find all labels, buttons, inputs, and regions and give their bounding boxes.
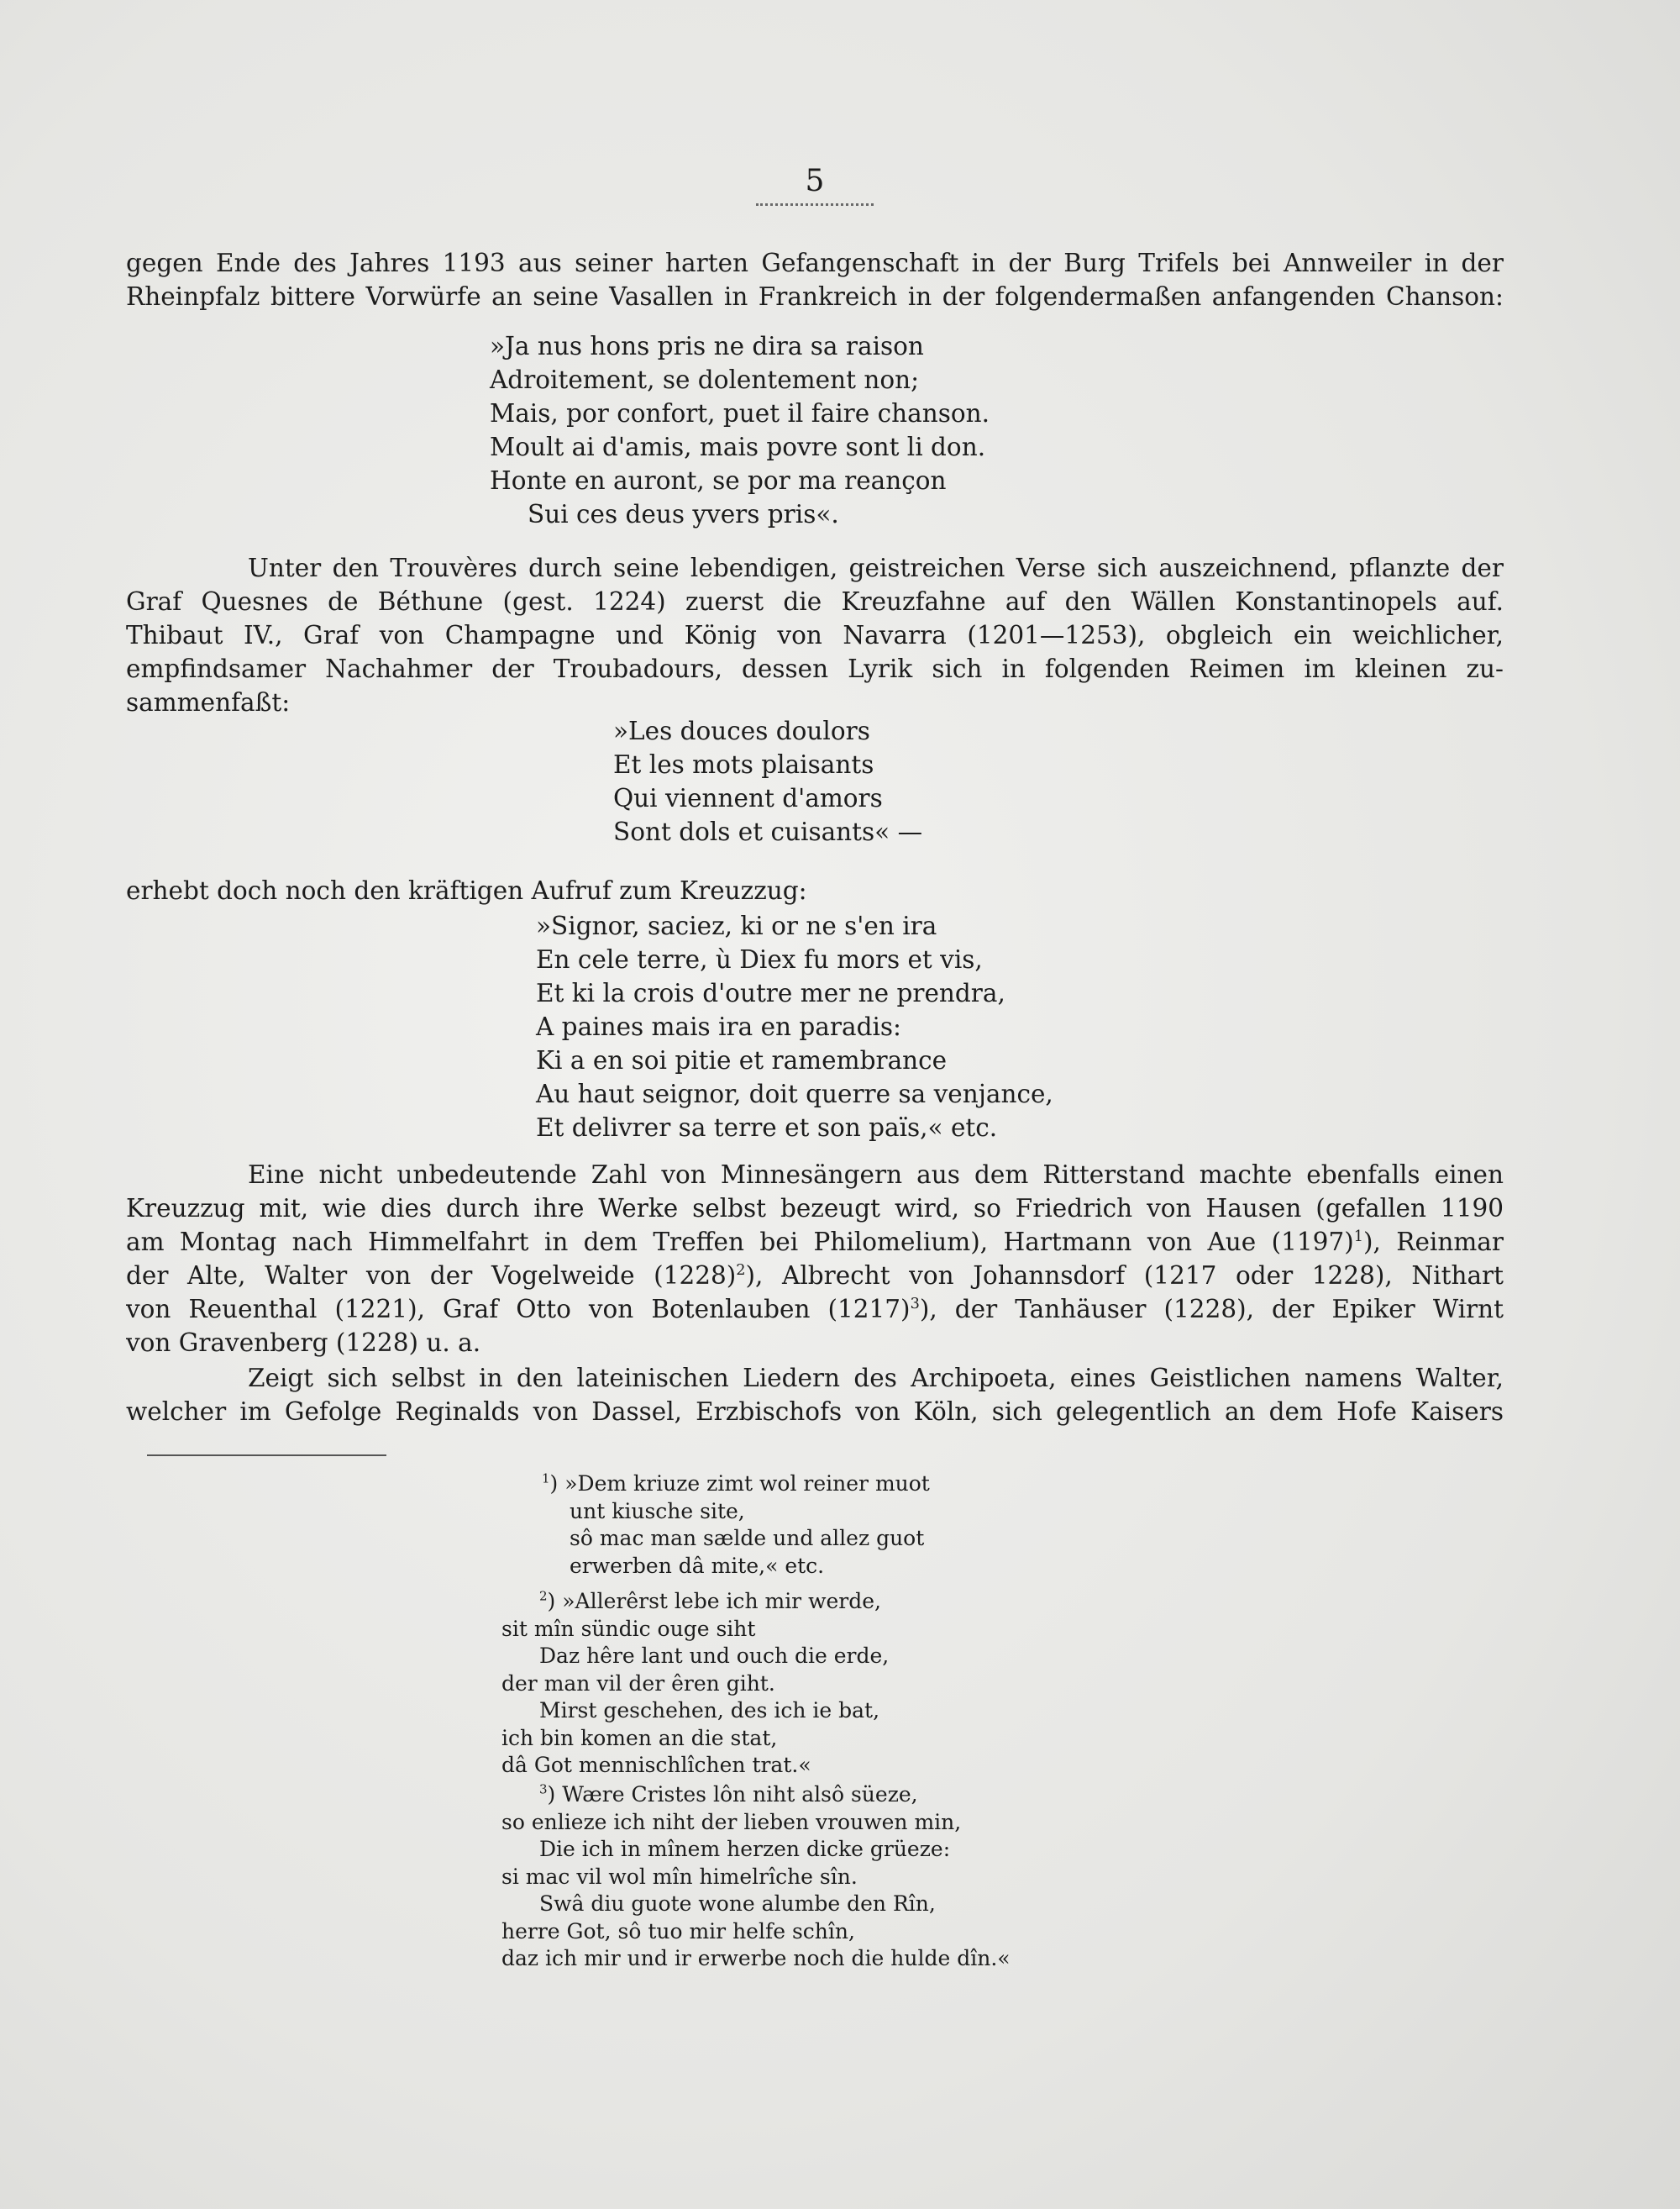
text-line: Eine nicht unbedeutende Zahl von Minnesängern aus dem Ritterstand machte ebenfalls einen: [248, 1160, 1504, 1189]
verse-line: Moult ai d'amis, mais povre sont li don.: [490, 433, 986, 461]
text-line: sammenfaßt:: [126, 688, 291, 717]
footnote-line: sô mac man sælde und allez guot: [570, 1526, 925, 1550]
footnote-line: Swâ diu guote wone alumbe den Rîn,: [539, 1891, 936, 1916]
verse-line: Et les mots plaisants: [613, 750, 874, 779]
text-line: Thibaut IV., Graf von Champagne und König von Navarra (1201—1253), obgleich ein weichlicher,: [126, 621, 1504, 650]
footnote-marker: 2: [539, 1588, 548, 1604]
text-line: erhebt doch noch den kräftigen Aufruf zum Kreuzzug:: [126, 876, 807, 905]
verse-line: Ki a en soi pitie et ramembrance: [536, 1046, 948, 1075]
text-segment: am Montag nach Himmelfahrt in dem Treffen bei Philomelium), Hartmann von Aue (1197): [126, 1228, 1354, 1256]
text-line: Kreuzzug mit, wie dies durch ihre Werke selbst bezeugt wird, so Friedrich von Hausen (gefallen 1190: [126, 1194, 1504, 1223]
paragraph-4: [126, 1158, 1504, 1360]
text-line: Graf Quesnes de Béthune (gest. 1224) zuerst die Kreuzfahne auf den Wällen Konstantinopels auf.: [126, 587, 1504, 616]
footnote-ref: 3: [910, 1296, 920, 1313]
verse-line: Sont dols et cuisants« —: [613, 818, 923, 846]
footnote-line: si mac vil wol mîn himelrîche sîn.: [501, 1864, 858, 1889]
text-segment: von Reuenthal (1221), Graf Otto von Botenlauben (1217): [126, 1295, 911, 1323]
verse-line: Adroitement, se dolentement non;: [490, 366, 920, 394]
footnote-line: Mirst geschehen, des ich ie bat,: [539, 1698, 880, 1722]
verse-line: Mais, por confort, puet il faire chanson.: [490, 399, 990, 428]
paragraph-1: [126, 246, 1504, 313]
text-segment: ), Reinmar: [1362, 1228, 1504, 1256]
footnote-line: erwerben dâ mite,« etc.: [570, 1553, 825, 1578]
text-line: [126, 1292, 1504, 1326]
text-line: Unter den Trouvères durch seine lebendigen, geistreichen Verse sich auszeichnend, pflanzte der: [248, 554, 1504, 582]
text-line: Zeigt sich selbst in den lateinischen Liedern des Archipoeta, eines Geistlichen namens Walter,: [248, 1364, 1504, 1392]
paragraph-5: [126, 1361, 1504, 1428]
verse-crusade-call: [536, 909, 1053, 1144]
footnote-2: [501, 1588, 889, 1780]
page-number: 5: [805, 164, 825, 198]
paragraph-3: [126, 874, 1504, 907]
verse-line: »Les douces doulors: [613, 717, 870, 745]
text-line: empfindsamer Nachahmer der Troubadours, dessen Lyrik sich in folgenden Reimen im kleinen zu-: [126, 655, 1504, 683]
verse-chanson: [490, 329, 990, 531]
verse-line: Honte en auront, se por ma reançon: [490, 466, 947, 495]
text-line: von Gravenberg (1228) u. a.: [126, 1328, 481, 1357]
footnote-line: herre Got, sô tuo mir helfe schîn,: [501, 1918, 855, 1943]
verse-line: En cele terre, ù Diex fu mors et vis,: [536, 945, 983, 974]
verse-thibaut: [613, 714, 922, 849]
paragraph-2: [126, 551, 1504, 719]
footnote-1: [542, 1470, 930, 1580]
verse-line: »Signor, saciez, ki or ne s'en ira: [536, 912, 937, 940]
footnote-line: sit mîn sündic ouge siht: [501, 1616, 756, 1641]
text-line: [126, 1259, 1504, 1292]
text-line: welcher im Gefolge Reginalds von Dassel, Erzbischofs von Köln, sich gelegentlich an dem Hofe Kaisers: [126, 1397, 1504, 1426]
footnote-line: ich bin komen an die stat,: [501, 1725, 778, 1750]
footnote-line: $^3$) Wære Cristes lôn niht alsô süeze,: [539, 1781, 918, 1807]
footnote-line: $^1$) »Dem kriuze zimt wol reiner muot: [542, 1470, 930, 1496]
verse-line: Au haut seignor, doit querre sa venjance,: [536, 1080, 1053, 1108]
verse-line: Et delivrer sa terre et son païs,« etc.: [536, 1113, 998, 1142]
text-line: gegen Ende des Jahres 1193 aus seiner harten Gefangenschaft in der Burg Trifels bei Annweiler in der: [126, 249, 1504, 277]
footnote-line: der man vil der êren giht.: [501, 1670, 775, 1696]
footnote-ref: 2: [736, 1262, 746, 1280]
footnote-text: »Dem kriuze zimt wol reiner muot: [564, 1471, 930, 1496]
text-segment: ), der Tanhäuser (1228), der Epiker Wirnt: [919, 1295, 1504, 1323]
text-line: [126, 1225, 1504, 1259]
verse-line: Et ki la crois d'outre mer ne prendra,: [536, 979, 1005, 1007]
footnote-line: dâ Got mennischlîchen trat.«: [501, 1753, 811, 1777]
footnote-separator: [147, 1454, 386, 1456]
footnote-marker: 1: [542, 1470, 550, 1486]
verse-line: A paines mais ira en paradis:: [536, 1012, 901, 1041]
page-number-ornament: [756, 203, 874, 206]
footnote-line: daz ich mir und ir erwerbe noch die hulde dîn.«: [501, 1946, 1011, 1970]
footnote-3: [501, 1781, 1011, 1973]
footnote-marker: 3: [539, 1781, 548, 1797]
footnote-line: so enlieze ich niht der lieben vrouwen min,: [501, 1809, 962, 1834]
footnote-line: unt kiusche site,: [570, 1498, 745, 1523]
footnote-line: Die ich in mînem herzen dicke grüeze:: [539, 1837, 951, 1861]
text-segment: ), Albrecht von Johannsdorf (1217 oder 1228), Nithart: [745, 1261, 1504, 1290]
text-segment: der Alte, Walter von der Vogelweide (1228): [126, 1261, 737, 1290]
verse-line: »Ja nus hons pris ne dira sa raison: [490, 332, 924, 360]
footnote-text: Wære Cristes lôn niht alsô süeze,: [562, 1782, 918, 1807]
footnote-line: $^2$) »Allerêrst lebe ich mir werde,: [539, 1588, 881, 1613]
footnote-line: Daz hêre lant und ouch die erde,: [539, 1644, 890, 1668]
verse-line: Sui ces deus yvers pris«.: [528, 500, 839, 529]
verse-line: Qui viennent d'amors: [613, 784, 883, 813]
text-line: Rheinpfalz bittere Vorwürfe an seine Vasallen in Frankreich in der folgendermaßen anfangenden Chanson:: [126, 282, 1504, 311]
footnote-text: »Allerêrst lebe ich mir werde,: [562, 1589, 881, 1613]
footnote-ref: 1: [1353, 1228, 1363, 1246]
